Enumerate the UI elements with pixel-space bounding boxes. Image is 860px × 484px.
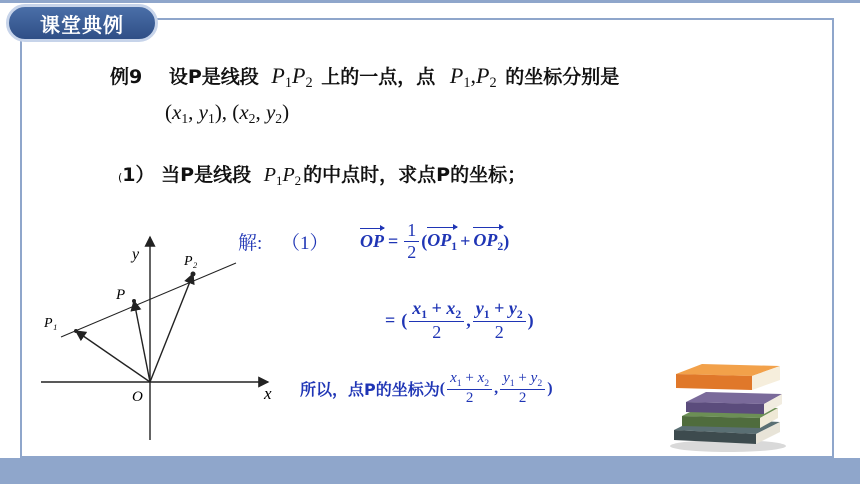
label-p1: P₁	[44, 316, 58, 331]
problem-text-c: 的坐标分别是	[505, 66, 620, 88]
part-1-text-a: 当P是线段	[161, 164, 252, 186]
section-badge: 课堂典例	[6, 4, 158, 42]
fraction-x: $\frac{x_1 + x_2}{2}$	[409, 298, 464, 343]
vector-op	[134, 301, 150, 382]
point-p	[132, 299, 136, 303]
label-origin: O	[132, 389, 143, 405]
top-rule	[0, 0, 860, 3]
segment-line	[61, 263, 236, 337]
problem-text-b: 上的一点，点	[321, 66, 436, 88]
part-1-number: (1）	[118, 164, 155, 186]
label-y: y	[132, 246, 140, 263]
fraction-half: $\frac{1}{2}$	[404, 220, 419, 262]
coordinate-figure	[36, 225, 286, 445]
label-p: P	[116, 287, 126, 303]
label-p2: P₂	[184, 254, 198, 269]
formula-op-vector: OP = $\frac{1}{2}$ ( $OP_1$ + $OP_2$ )	[360, 220, 510, 262]
coordinates-expression: ($x_1$, $y_1$), ($x_2$, $y_2$)	[165, 100, 290, 126]
segment-p1p2-part1: $P_1P_2$	[263, 164, 302, 188]
solution-header	[238, 228, 329, 255]
part-1-question	[118, 160, 526, 189]
formula-midpoint: = ( $\frac{x_1 + x_2}{2}$ , $\frac{y_1 + y_2}{2}$ )	[385, 298, 534, 343]
point-p1	[74, 329, 78, 333]
fraction-y: $\frac{y_1 + y_2}{2}$	[473, 298, 526, 343]
segment-p1p2: $P_1P_2$	[271, 63, 313, 91]
vector-op1	[76, 331, 150, 382]
conclusion-text: 所以，点P的坐标为	[300, 380, 440, 400]
conclusion-fraction-x: $\frac{x_1 + x_2}{2}$	[447, 370, 492, 407]
part-1-text-b: 的中点时，求点P的坐标；	[303, 164, 527, 186]
conclusion-fraction-y: $\frac{y_1 + y_2}{2}$	[500, 370, 545, 407]
label-x: x	[264, 384, 272, 403]
solution-part: （1）	[281, 233, 329, 254]
conclusion: 所以，点P的坐标为 ( $\frac{x_1 + x_2}{2}$ , $\frac{y_1 + y_2}{2}$ )	[300, 370, 553, 407]
bottom-bar	[0, 458, 860, 484]
books-illustration	[668, 364, 788, 454]
problem-text-a: 设P是线段	[168, 66, 259, 88]
solution-jie: 解:	[238, 233, 263, 254]
point-p2	[191, 272, 196, 277]
vector-op-symbol: OP	[360, 230, 384, 251]
example-label: 例9	[110, 66, 143, 88]
points-p1-p2: $P_1,P_2$	[449, 63, 497, 91]
problem-line-1	[110, 62, 619, 92]
